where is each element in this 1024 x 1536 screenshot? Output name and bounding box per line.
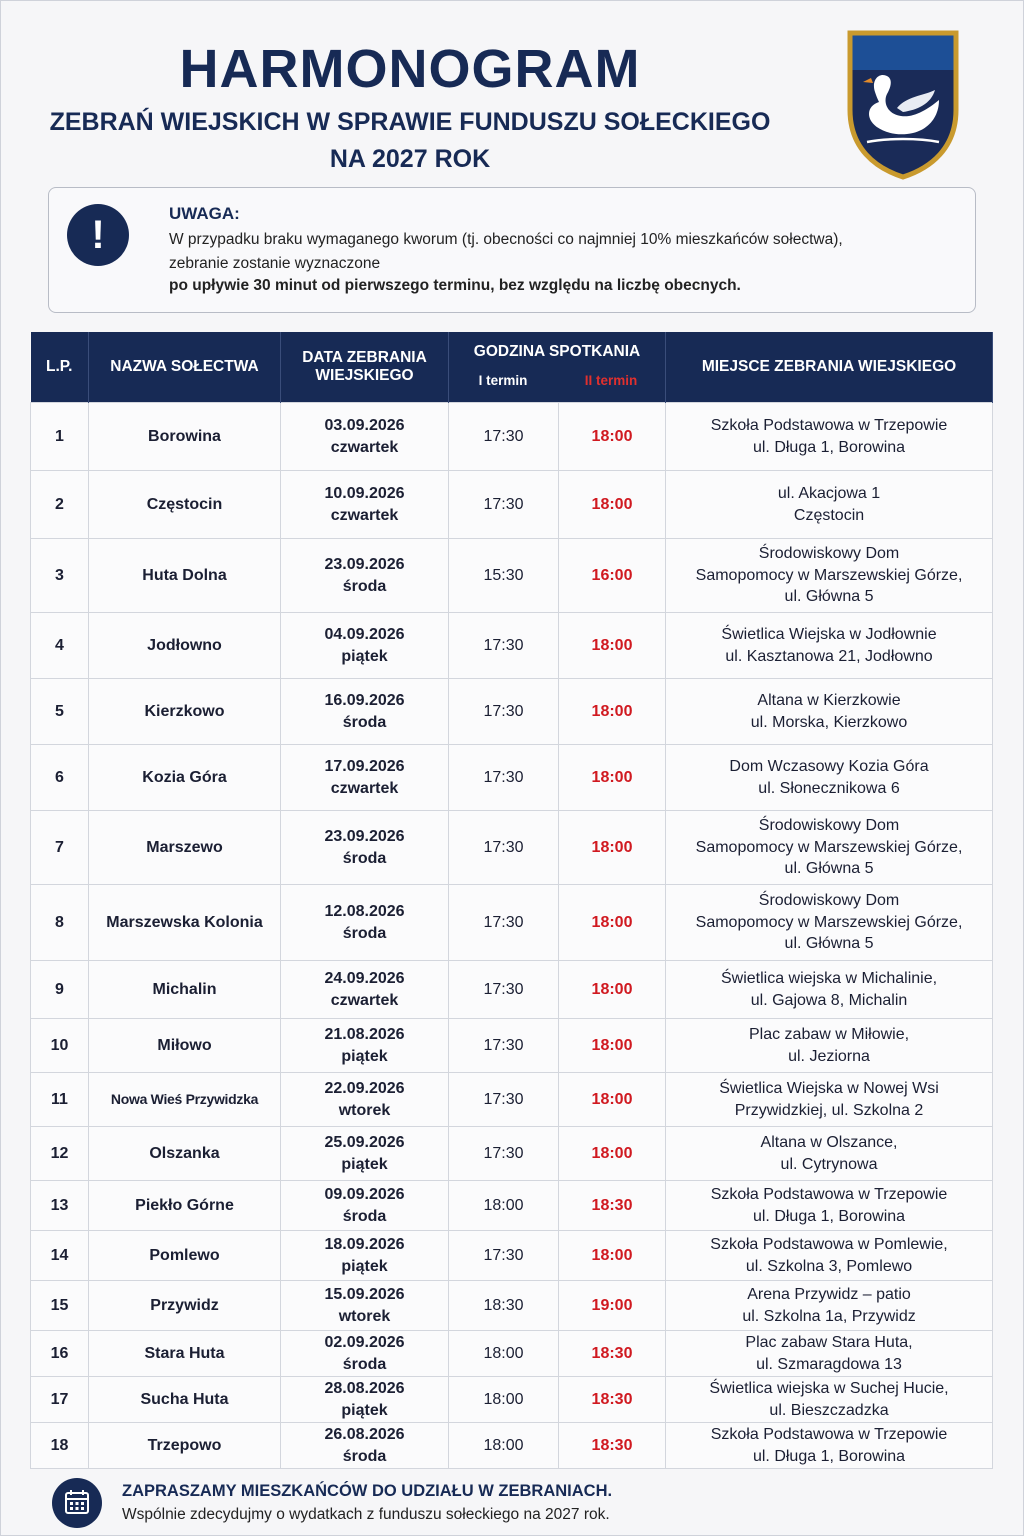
second-term-time: 18:30 bbox=[559, 1377, 666, 1423]
first-term-time: 17:30 bbox=[449, 745, 559, 811]
place-line: Świetlica Wiejska w Jodłownie bbox=[721, 625, 937, 643]
meeting-weekday: wtorek bbox=[338, 1101, 391, 1119]
meeting-date-cell bbox=[281, 539, 449, 613]
row-number: 14 bbox=[31, 1231, 89, 1281]
first-term-time: 17:30 bbox=[449, 471, 559, 539]
table-row bbox=[31, 471, 993, 539]
row-number: 11 bbox=[31, 1073, 89, 1127]
place-line: ul. Cytrynowa bbox=[780, 1155, 878, 1173]
meeting-date: 18.09.2026 bbox=[324, 1235, 405, 1253]
table-header-row bbox=[31, 332, 993, 403]
row-number: 7 bbox=[31, 811, 89, 885]
place-line: Plac zabaw Stara Huta, bbox=[745, 1333, 913, 1351]
place-line: Szkoła Podstawowa w Trzepowie bbox=[710, 1185, 948, 1203]
meeting-date: 25.09.2026 bbox=[324, 1133, 405, 1151]
table-row bbox=[31, 745, 993, 811]
header-time-label: GODZINA SPOTKANIA bbox=[473, 343, 641, 361]
notice-heading: UWAGA: bbox=[169, 204, 240, 223]
second-term-time: 18:00 bbox=[559, 471, 666, 539]
meeting-date-cell bbox=[281, 811, 449, 885]
row-number: 18 bbox=[31, 1423, 89, 1469]
meeting-place-cell bbox=[666, 1231, 993, 1281]
meeting-date: 28.08.2026 bbox=[324, 1379, 405, 1397]
page-subtitle-year: NA 2027 ROK bbox=[329, 145, 491, 173]
meeting-date: 15.09.2026 bbox=[324, 1285, 405, 1303]
meeting-weekday: środa bbox=[342, 1207, 387, 1225]
footer-text: Wspólnie zdecydujmy o wydatkach z funduszu sołeckiego na 2027 rok. bbox=[122, 1506, 610, 1523]
second-term-time: 18:30 bbox=[559, 1331, 666, 1377]
row-number: 17 bbox=[31, 1377, 89, 1423]
page-title: HARMONOGRAM bbox=[179, 39, 641, 99]
place-line: Altana w Kierzkowie bbox=[757, 691, 901, 709]
first-term-time: 17:30 bbox=[449, 1073, 559, 1127]
village-name: Stara Huta bbox=[89, 1331, 281, 1377]
row-number: 9 bbox=[31, 961, 89, 1019]
meeting-date: 10.09.2026 bbox=[324, 484, 405, 502]
meeting-date: 23.09.2026 bbox=[324, 827, 405, 845]
meeting-weekday: środa bbox=[342, 1447, 387, 1465]
meeting-place-cell bbox=[666, 1127, 993, 1181]
second-term-time: 19:00 bbox=[559, 1281, 666, 1331]
meeting-date-cell bbox=[281, 1377, 449, 1423]
page-subtitle: ZEBRAŃ WIEJSKICH W SPRAWIE FUNDUSZU SOŁECKIEGO bbox=[49, 108, 771, 136]
place-line: Środowiskowy Dom bbox=[758, 817, 900, 835]
village-name: Częstocin bbox=[89, 471, 281, 539]
first-term-time: 17:30 bbox=[449, 613, 559, 679]
second-term-time: 18:00 bbox=[559, 1127, 666, 1181]
first-term-time: 17:30 bbox=[449, 679, 559, 745]
place-line: ul. Kasztanowa 21, Jodłowno bbox=[725, 647, 933, 665]
table-row bbox=[31, 403, 993, 471]
place-line: ul. Główna 5 bbox=[784, 935, 874, 953]
exclamation-icon: ! bbox=[67, 204, 129, 266]
table-row bbox=[31, 539, 993, 613]
meeting-place-cell bbox=[666, 1019, 993, 1073]
first-term-time: 18:00 bbox=[449, 1377, 559, 1423]
header-name: NAZWA SOŁECTWA bbox=[89, 332, 281, 403]
place-line: Plac zabaw w Miłowie, bbox=[748, 1025, 910, 1043]
place-line: Altana w Olszance, bbox=[760, 1133, 898, 1151]
place-line: ul. Gajowa 8, Michalin bbox=[750, 991, 908, 1009]
meeting-weekday: środa bbox=[342, 849, 387, 867]
row-number: 3 bbox=[31, 539, 89, 613]
place-line: Środowiskowy Dom bbox=[758, 545, 900, 563]
meeting-date-cell bbox=[281, 679, 449, 745]
first-term-time: 18:00 bbox=[449, 1181, 559, 1231]
table-row bbox=[31, 1019, 993, 1073]
meeting-date-cell bbox=[281, 1127, 449, 1181]
first-term-time: 17:30 bbox=[449, 403, 559, 471]
meeting-date-cell bbox=[281, 745, 449, 811]
row-number: 16 bbox=[31, 1331, 89, 1377]
swan-crest-icon bbox=[847, 30, 959, 180]
table-row bbox=[31, 1331, 993, 1377]
village-name: Pomlewo bbox=[89, 1231, 281, 1281]
second-term-time: 18:00 bbox=[559, 679, 666, 745]
meeting-date: 12.08.2026 bbox=[324, 902, 405, 920]
second-term-time: 18:00 bbox=[559, 885, 666, 961]
place-line: Środowiskowy Dom bbox=[758, 892, 900, 910]
meeting-place-cell bbox=[666, 1377, 993, 1423]
table-row bbox=[31, 1127, 993, 1181]
second-term-time: 18:00 bbox=[559, 1073, 666, 1127]
table-row bbox=[31, 885, 993, 961]
village-name: Piekło Górne bbox=[89, 1181, 281, 1231]
place-line: ul. Szmaragdowa 13 bbox=[756, 1355, 902, 1373]
village-name: Miłowo bbox=[89, 1019, 281, 1073]
header-time-first: I termin bbox=[478, 373, 528, 388]
first-term-time: 17:30 bbox=[449, 1127, 559, 1181]
place-line: Przywidzkiej, ul. Szkolna 2 bbox=[734, 1101, 924, 1119]
meeting-weekday: środa bbox=[342, 577, 387, 595]
village-name: Przywidz bbox=[89, 1281, 281, 1331]
village-name: Nowa Wieś Przywidzka bbox=[89, 1073, 281, 1127]
meeting-place-cell bbox=[666, 745, 993, 811]
second-term-time: 18:00 bbox=[559, 961, 666, 1019]
meeting-place-cell bbox=[666, 1331, 993, 1377]
table-row bbox=[31, 1423, 993, 1469]
meeting-date: 09.09.2026 bbox=[324, 1185, 405, 1203]
meeting-date: 02.09.2026 bbox=[324, 1333, 405, 1351]
meeting-weekday: czwartek bbox=[330, 506, 399, 524]
first-term-time: 17:30 bbox=[449, 811, 559, 885]
notice-box bbox=[48, 187, 976, 313]
meeting-place-cell bbox=[666, 961, 993, 1019]
place-line: Świetlica Wiejska w Nowej Wsi bbox=[719, 1079, 939, 1097]
place-line: Częstocin bbox=[793, 506, 865, 524]
place-line: Samopomocy w Marszewskiej Górze, bbox=[695, 913, 963, 931]
meeting-date-cell bbox=[281, 961, 449, 1019]
meeting-place-cell bbox=[666, 471, 993, 539]
table-row bbox=[31, 1073, 993, 1127]
meeting-weekday: piątek bbox=[341, 1257, 388, 1275]
table-row bbox=[31, 811, 993, 885]
meeting-weekday: piątek bbox=[341, 1401, 388, 1419]
first-term-time: 17:30 bbox=[449, 885, 559, 961]
row-number: 5 bbox=[31, 679, 89, 745]
village-name: Kozia Góra bbox=[89, 745, 281, 811]
schedule-table bbox=[30, 332, 993, 1469]
row-number: 15 bbox=[31, 1281, 89, 1331]
meeting-weekday: czwartek bbox=[330, 779, 399, 797]
place-line: ul. Długa 1, Borowina bbox=[752, 438, 906, 456]
meeting-date-cell bbox=[281, 403, 449, 471]
row-number: 1 bbox=[31, 403, 89, 471]
row-number: 6 bbox=[31, 745, 89, 811]
meeting-weekday: piątek bbox=[341, 1155, 388, 1173]
meeting-date-cell bbox=[281, 471, 449, 539]
village-name: Olszanka bbox=[89, 1127, 281, 1181]
village-name: Trzepowo bbox=[89, 1423, 281, 1469]
place-line: Szkoła Podstawowa w Pomlewie, bbox=[710, 1235, 948, 1253]
header-lp: L.P. bbox=[31, 332, 89, 403]
row-number: 8 bbox=[31, 885, 89, 961]
meeting-weekday: piątek bbox=[341, 647, 388, 665]
meeting-date-cell bbox=[281, 613, 449, 679]
second-term-time: 18:00 bbox=[559, 811, 666, 885]
place-line: Szkoła Podstawowa w Trzepowie bbox=[710, 416, 948, 434]
meeting-place-cell bbox=[666, 539, 993, 613]
first-term-time: 17:30 bbox=[449, 1019, 559, 1073]
place-line: ul. Morska, Kierzkowo bbox=[750, 713, 908, 731]
village-name: Michalin bbox=[89, 961, 281, 1019]
meeting-date-cell bbox=[281, 1073, 449, 1127]
meeting-weekday: środa bbox=[342, 924, 387, 942]
second-term-time: 18:30 bbox=[559, 1181, 666, 1231]
meeting-date: 17.09.2026 bbox=[324, 757, 405, 775]
meeting-date-cell bbox=[281, 1423, 449, 1469]
meeting-date-cell bbox=[281, 1231, 449, 1281]
first-term-time: 17:30 bbox=[449, 1231, 559, 1281]
place-line: ul. Główna 5 bbox=[784, 860, 874, 878]
place-line: Samopomocy w Marszewskiej Górze, bbox=[695, 566, 963, 584]
meeting-place-cell bbox=[666, 1073, 993, 1127]
notice-line: zebranie zostanie wyznaczone bbox=[169, 255, 381, 272]
footer-invitation: ZAPRASZAMY MIESZKAŃCÓW DO UDZIAŁU W ZEBRANIACH. bbox=[122, 1482, 613, 1500]
meeting-date: 16.09.2026 bbox=[324, 691, 405, 709]
village-name: Borowina bbox=[89, 403, 281, 471]
place-line: Dom Wczasowy Kozia Góra bbox=[729, 757, 929, 775]
row-number: 4 bbox=[31, 613, 89, 679]
place-line: ul. Jeziorna bbox=[788, 1047, 870, 1065]
meeting-weekday: wtorek bbox=[338, 1307, 391, 1325]
place-line: Szkoła Podstawowa w Trzepowie bbox=[710, 1425, 948, 1443]
place-line: Samopomocy w Marszewskiej Górze, bbox=[695, 838, 963, 856]
first-term-time: 18:00 bbox=[449, 1423, 559, 1469]
meeting-place-cell bbox=[666, 1281, 993, 1331]
place-line: ul. Długa 1, Borowina bbox=[752, 1207, 906, 1225]
village-name: Jodłowno bbox=[89, 613, 281, 679]
place-line: ul. Bieszczadzka bbox=[769, 1401, 889, 1419]
meeting-weekday: czwartek bbox=[330, 991, 399, 1009]
meeting-date-cell bbox=[281, 885, 449, 961]
first-term-time: 18:30 bbox=[449, 1281, 559, 1331]
meeting-date-cell bbox=[281, 1181, 449, 1231]
second-term-time: 18:00 bbox=[559, 1231, 666, 1281]
second-term-time: 18:00 bbox=[559, 403, 666, 471]
row-number: 2 bbox=[31, 471, 89, 539]
meeting-place-cell bbox=[666, 403, 993, 471]
table-row bbox=[31, 1181, 993, 1231]
table-row bbox=[31, 679, 993, 745]
meeting-date: 21.08.2026 bbox=[324, 1025, 405, 1043]
meeting-place-cell bbox=[666, 1181, 993, 1231]
meeting-date: 04.09.2026 bbox=[324, 625, 405, 643]
meeting-weekday: środa bbox=[342, 1355, 387, 1373]
village-name: Huta Dolna bbox=[89, 539, 281, 613]
meeting-place-cell bbox=[666, 1423, 993, 1469]
row-number: 10 bbox=[31, 1019, 89, 1073]
second-term-time: 16:00 bbox=[559, 539, 666, 613]
meeting-date: 03.09.2026 bbox=[324, 416, 405, 434]
meeting-place-cell bbox=[666, 811, 993, 885]
village-name: Kierzkowo bbox=[89, 679, 281, 745]
meeting-date: 26.08.2026 bbox=[324, 1425, 405, 1443]
meeting-weekday: czwartek bbox=[330, 438, 399, 456]
meeting-date: 22.09.2026 bbox=[324, 1079, 405, 1097]
place-line: ul. Główna 5 bbox=[784, 588, 874, 606]
meeting-weekday: piątek bbox=[341, 1047, 388, 1065]
table-row bbox=[31, 1281, 993, 1331]
meeting-date: 23.09.2026 bbox=[324, 555, 405, 573]
row-number: 12 bbox=[31, 1127, 89, 1181]
meeting-place-cell bbox=[666, 613, 993, 679]
meeting-date-cell bbox=[281, 1281, 449, 1331]
place-line: ul. Akacjowa 1 bbox=[777, 484, 881, 502]
meeting-date-cell bbox=[281, 1019, 449, 1073]
second-term-time: 18:00 bbox=[559, 745, 666, 811]
meeting-date: 24.09.2026 bbox=[324, 969, 405, 987]
meeting-place-cell bbox=[666, 885, 993, 961]
place-line: ul. Długa 1, Borowina bbox=[752, 1447, 906, 1465]
first-term-time: 17:30 bbox=[449, 961, 559, 1019]
place-line: ul. Szkolna 1a, Przywidz bbox=[742, 1307, 916, 1325]
village-name: Marszewo bbox=[89, 811, 281, 885]
place-line: Świetlica wiejska w Michalinie, bbox=[720, 969, 938, 987]
place-line: Świetlica wiejska w Suchej Hucie, bbox=[709, 1379, 949, 1397]
village-name: Sucha Huta bbox=[89, 1377, 281, 1423]
meeting-date-cell bbox=[281, 1331, 449, 1377]
table-row bbox=[31, 1377, 993, 1423]
notice-line-emphasis: po upływie 30 minut od pierwszego terminu, bez względu na liczbę obecnych. bbox=[169, 277, 741, 294]
table-row bbox=[31, 613, 993, 679]
row-number: 13 bbox=[31, 1181, 89, 1231]
first-term-time: 18:00 bbox=[449, 1331, 559, 1377]
place-line: ul. Szkolna 3, Pomlewo bbox=[745, 1257, 913, 1275]
first-term-time: 15:30 bbox=[449, 539, 559, 613]
meeting-weekday: środa bbox=[342, 713, 387, 731]
second-term-time: 18:00 bbox=[559, 613, 666, 679]
meeting-place-cell bbox=[666, 679, 993, 745]
header-place: MIEJSCE ZEBRANIA WIEJSKIEGO bbox=[666, 332, 993, 403]
calendar-icon bbox=[52, 1478, 102, 1528]
header-time-second: II termin bbox=[584, 373, 638, 388]
header-date: DATA ZEBRANIA WIEJSKIEGO bbox=[281, 332, 449, 403]
second-term-time: 18:00 bbox=[559, 1019, 666, 1073]
village-name: Marszewska Kolonia bbox=[89, 885, 281, 961]
place-line: ul. Słonecznikowa 6 bbox=[758, 779, 900, 797]
place-line: Arena Przywidz – patio bbox=[747, 1285, 911, 1303]
notice-line: W przypadku braku wymaganego kworum (tj. obecności co najmniej 10% mieszkańców sołectwa), bbox=[169, 231, 843, 248]
second-term-time: 18:30 bbox=[559, 1423, 666, 1469]
header-time bbox=[449, 332, 666, 403]
table-row bbox=[31, 961, 993, 1019]
table-row bbox=[31, 1231, 993, 1281]
